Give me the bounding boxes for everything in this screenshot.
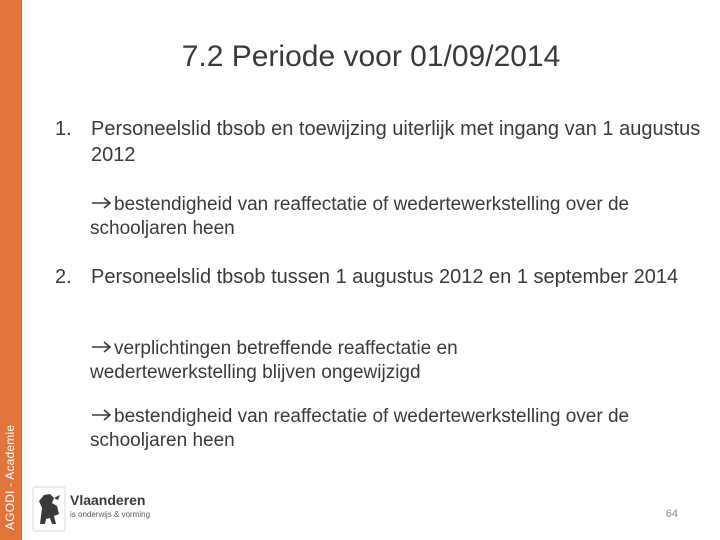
list-item [55,264,695,290]
list-item-number: 1. [55,118,72,140]
list-item-text: Personeelslid tbsob en toewijzing uiterlijk met ingang van 1 augustus 2012 [91,118,701,166]
vlaanderen-logo [32,486,192,532]
list-item [55,116,705,168]
page-number: 64 [665,508,678,520]
logo-name: Vlaanderen [70,492,146,508]
sub-item [90,405,670,453]
side-bar [0,0,22,540]
logo-subtitle: is onderwijs & vorming [70,510,151,519]
sub-item [90,193,710,241]
sub-item [90,337,560,385]
list-item-text: Personeelslid tbsob tussen 1 augustus 2012 en 1 september 2014 [91,266,679,288]
sub-item-text: bestendigheid van reaffectatie of wedertewerkstelling over de schooljaren heen [90,194,630,239]
vlaanderen-lion-logo [32,486,66,532]
arrow-right-icon [90,340,114,354]
arrow-right-icon [90,408,114,422]
slide-title: 7.2 Periode voor 01/09/2014 [181,40,561,73]
sub-item-text: verplichtingen betreffende reaffectatie en wedertewerkstelling blijven ongewijzigd [90,338,458,383]
arrow-right-icon [90,196,114,210]
side-label: AGODI - Academie [3,424,17,530]
list-item-number: 2. [55,266,72,288]
sub-item-text: bestendigheid van reaffectatie of wedertewerkstelling over de schooljaren heen [90,406,630,451]
